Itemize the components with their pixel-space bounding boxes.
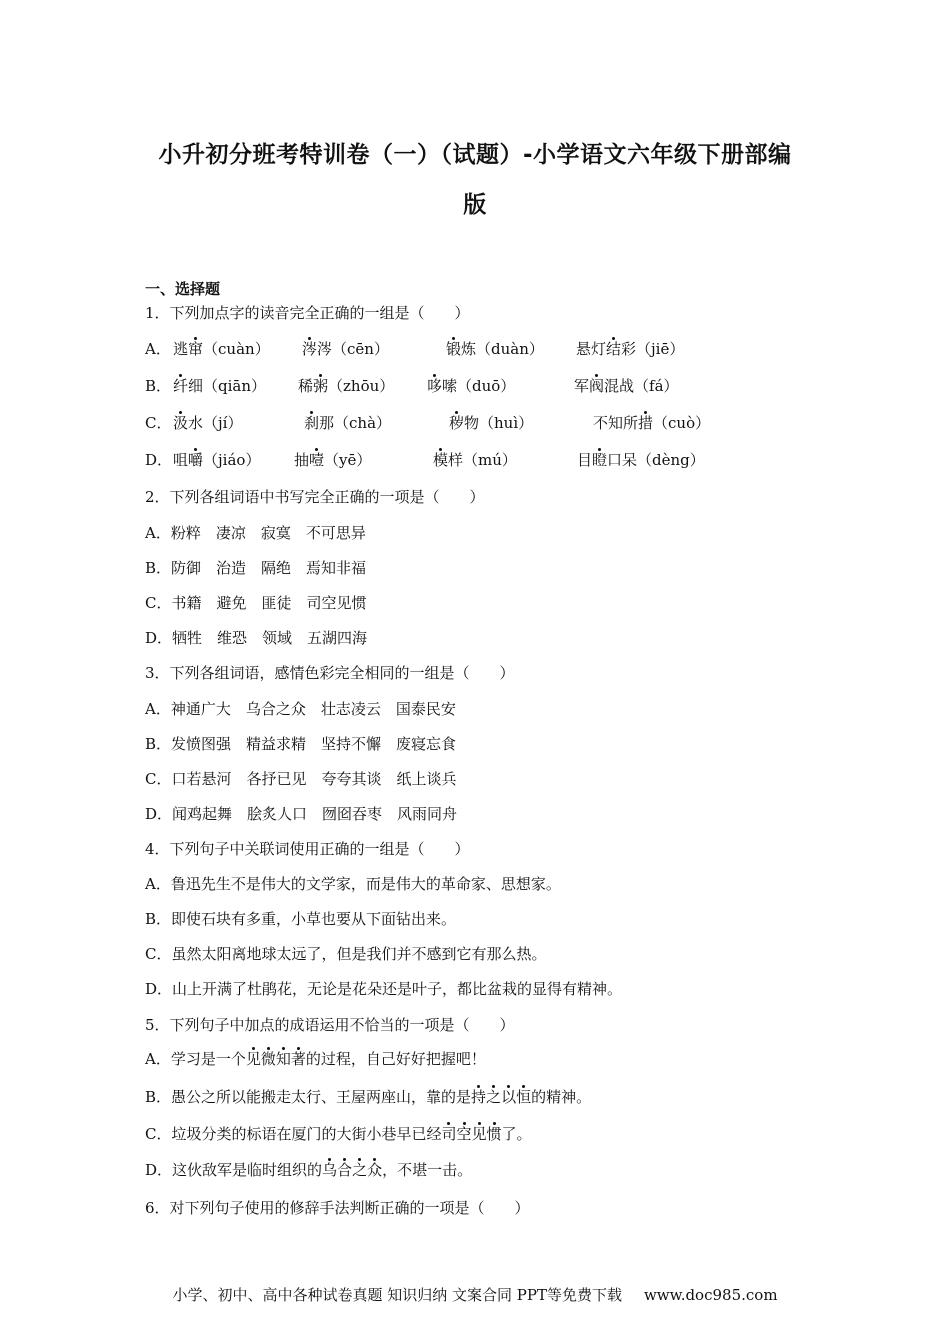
q6-stem: 6．对下列句子使用的修辞手法判断正确的一项是（ ）: [145, 1199, 530, 1217]
q2-option-d: D．牺牲 维恐 领域 五湖四海: [145, 629, 368, 647]
q4-stem: 4．下列句子中关联词使用正确的一组是（ ）: [145, 840, 470, 858]
q5-option-a: A．学习是一个见微知著的过程，自己好好把握吧！: [145, 1050, 486, 1068]
q1-stem: 1．下列加点字的读音完全正确的一组是（ ）: [145, 304, 470, 322]
q1-d-item1: 咀嚼（jiáo）: [173, 451, 261, 469]
page-title-line2: 版: [463, 192, 487, 218]
q1-d-label: D．: [145, 451, 173, 469]
q2-option-c: C．书籍 避免 匪徒 司空见惯: [145, 594, 367, 612]
q5-option-c: C．垃圾分类的标语在厦门的大街小巷早已经司空见惯了。: [145, 1125, 532, 1143]
q5-stem: 5．下列句子中加点的成语运用不恰当的一项是（ ）: [145, 1016, 515, 1034]
q1-b-item4: 军阀混战（fá）: [574, 377, 679, 395]
q4-option-c: C．虽然太阳离地球太远了，但是我们并不感到它有那么热。: [145, 945, 547, 963]
q5-option-d: D．这伙敌军是临时组织的乌合之众，不堪一击。: [145, 1161, 473, 1179]
section-heading: 一、选择题: [145, 280, 221, 298]
q2-stem: 2．下列各组词语中书写完全正确的一项是（ ）: [145, 488, 485, 506]
footer-text: 小学、初中、高中各种试卷真题 知识归纳 文案合同 PPT等免费下载: [172, 1286, 622, 1304]
q1-c-label: C．: [145, 414, 172, 432]
q1-a-item3: 锻炼（duàn）: [446, 340, 544, 358]
q3-option-a: A．神通广大 乌合之众 壮志凌云 国泰民安: [145, 700, 456, 718]
q1-a-item1: 逃窜（cuàn）: [173, 340, 270, 358]
q1-d-item2: 抽噎（yē）: [294, 451, 372, 469]
q1-b-item1: 纤细（qiān）: [173, 377, 267, 395]
q1-a-label: A．: [145, 340, 171, 358]
q1-c-item4: 不知所措（cuò）: [593, 414, 711, 432]
q1-d-item3: 模样（mú）: [433, 451, 517, 469]
q1-c-item1: 汲水（jí）: [173, 414, 243, 432]
q1-b-item3: 哆嗦（duō）: [427, 377, 516, 395]
q3-option-c: C．口若悬河 各抒已见 夸夸其谈 纸上谈兵: [145, 770, 457, 788]
q2-option-a: A．粉粹 凄凉 寂寞 不可思异: [145, 524, 366, 542]
q1-b-label: B．: [145, 377, 172, 395]
q4-option-a: A．鲁迅先生不是伟大的文学家，而是伟大的革命家、思想家。: [145, 875, 561, 893]
page-title-line1: 小升初分班考特训卷（一）（试题）-小学语文六年级下册部编: [158, 142, 792, 168]
footer-url[interactable]: www.doc985.com: [643, 1286, 778, 1304]
q1-c-item2: 刹那（chà）: [304, 414, 392, 432]
q1-a-item2: 涔涔（cēn）: [302, 340, 389, 358]
q1-a-item4: 悬灯结彩（jiē）: [576, 340, 685, 358]
q4-option-b: B．即使石块有多重，小草也要从下面钻出来。: [145, 910, 457, 928]
q3-option-b: B．发愤图强 精益求精 坚持不懈 废寝忘食: [145, 735, 457, 753]
q1-c-item3: 秽物（huì）: [449, 414, 534, 432]
q3-stem: 3．下列各组词语，感情色彩完全相同的一组是（ ）: [145, 664, 515, 682]
q4-option-d: D．山上开满了杜鹃花，无论是花朵还是叶子，都比盆栽的显得有精神。: [145, 980, 623, 998]
q1-b-item2: 稀粥（zhōu）: [298, 377, 395, 395]
page-footer: [0, 1284, 950, 1305]
q1-d-item4: 目瞪口呆（dèng）: [577, 451, 705, 469]
q3-option-d: D．闻鸡起舞 脍炙人口 囫囵吞枣 风雨同舟: [145, 805, 458, 823]
q5-option-b: B．愚公之所以能搬走太行、王屋两座山，靠的是持之以恒的精神。: [145, 1088, 592, 1106]
q2-option-b: B．防御 治造 隔绝 焉知非福: [145, 559, 367, 577]
